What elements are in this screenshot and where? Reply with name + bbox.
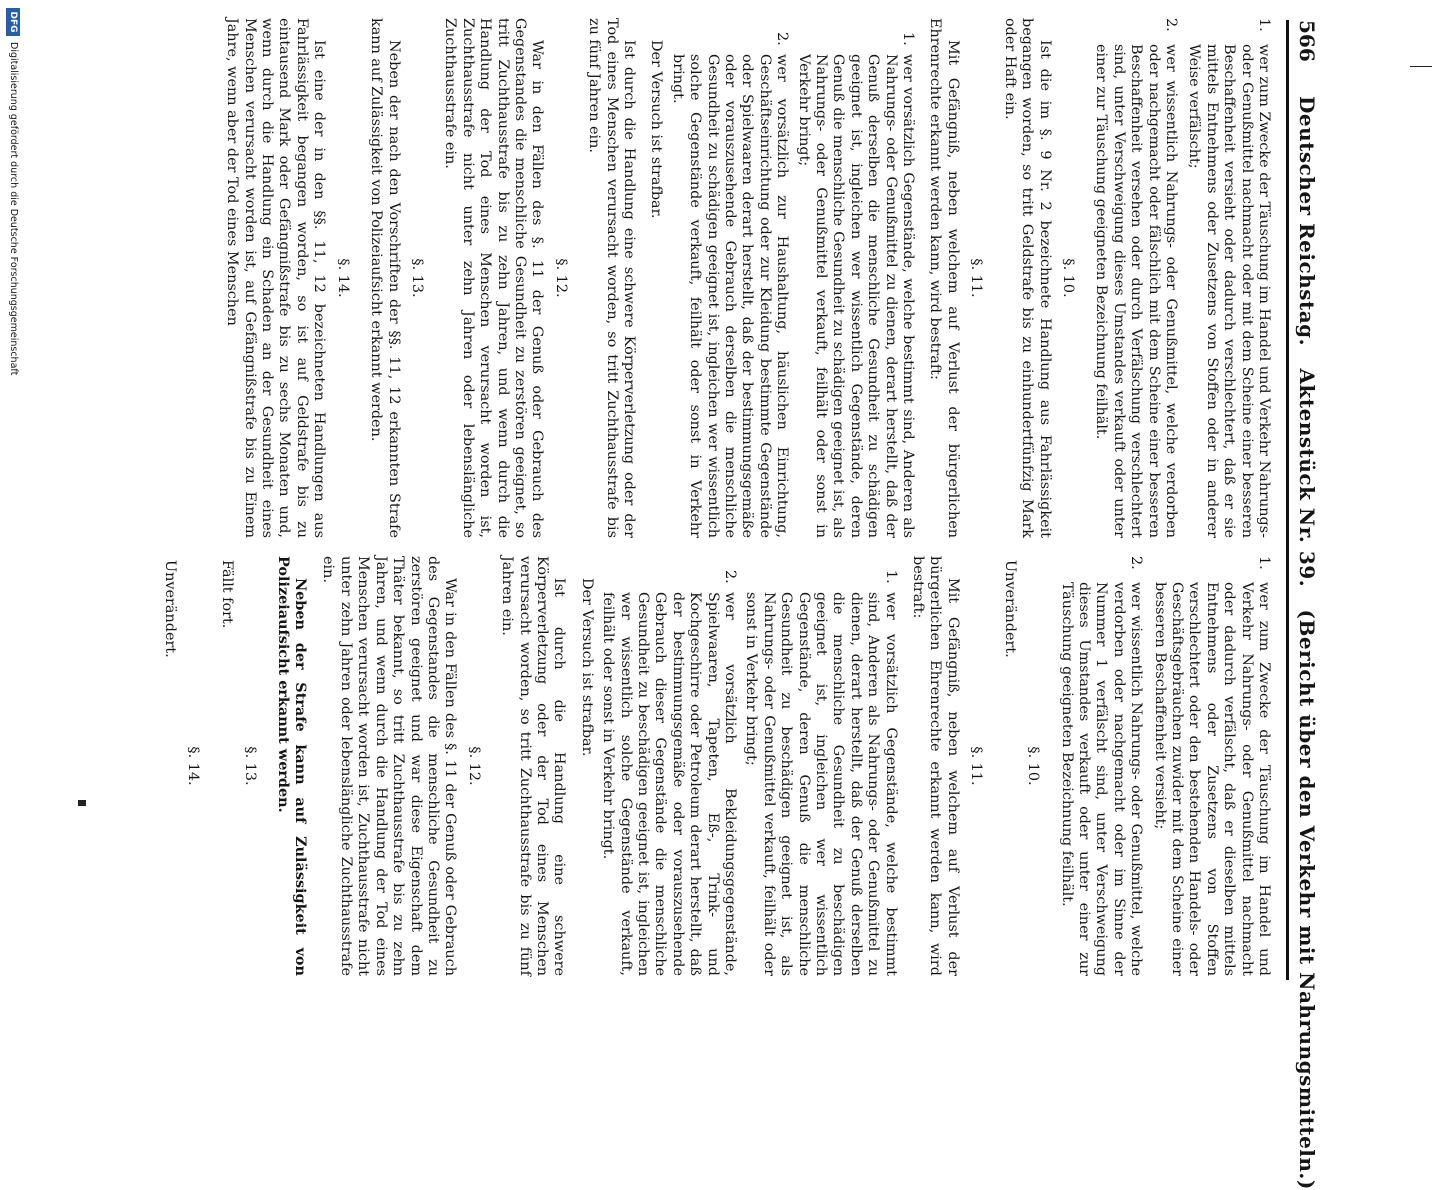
publication-title: Deutscher Reichstag.: [1295, 96, 1319, 347]
vorlage-s14-label: §. 14.: [334, 258, 351, 298]
vorlage-s11-label: §. 11.: [968, 258, 985, 298]
document-prefix: Aktenstück Nr.: [1295, 368, 1319, 544]
kommission-item: 1. wer zum Zwecke der Täuschung im Handel und Verkehr Nahrungs- oder Genußmittel nachmacht oder dadurch verfälscht, daß er dieselben mittels Entnehmens oder Zusetzens von Stoffen verschlechtert oder den bestehenden Handels- oder Geschäftsgebräuchen zuwider mit dem Scheine einer besseren Beschaffenheit versieht;: [1151, 556, 1272, 976]
digitization-footer: [1, 0, 25, 1000]
header-rule: [1286, 20, 1289, 980]
scan-mark: [78, 800, 86, 806]
kommission-s12-text: War in den Fällen des §. 11 der Genuß oder Gebrauch des Gegenstandes die menschliche Gesundheit zu zerstören geeignet und war diese Eigenschaft dem Thäter bekannt, so tritt Zuchthausstrafe bis zu zehn Jahren, und wenn durch die Handlung der Tod eines Menschen verursacht worden ist, Zuchthausstrafe nicht unter zehn Jahren oder lebenslängliche Zuchthausstrafe ein.: [320, 556, 459, 976]
kommission-column: [161, 556, 1272, 976]
vorlage-s14-text: Ist eine der in den §§. 11, 12 bezeichneten Handlungen aus Fahrlässigkeit begangen worden, so ist auf Geldstrafe bis zu eintausend Mark oder Gefängnißstrafe bis zu sechs Monaten und, wenn durch die Handlung ein Schaden an der Gesundheit eines Menschen verursacht worden ist, auf Gefängnißstrafe bis zu Einem Jahre, wenn aber der Tod eines Menschen: [224, 18, 328, 538]
kommission-s11-item: 1. wer vorsätzlich Gegenstände, welche bestimmt sind, Anderen als Nahrungs- oder Genußmittel zu dienen, derart herstellt, daß der Genuß derselben die menschliche Gesundheit zu beschädigen geeignet ist, ingleichen wer wissentlich Gegenstände, deren Genuß die menschliche Gesundheit zu beschädigen geeignet ist, als Nahrungs- oder Genußmittel verkauft, feilhält oder sonst in Verkehr bringt;: [743, 570, 899, 976]
vorlage-s10-text: Ist die im §. 9 Nr. 2 bezeichnete Handlung aus Fahrlässigkeit begangen worden, so tritt Geldstrafe bis zu einhundertfünfzig Mark oder Haft ein.: [1001, 18, 1053, 538]
header-title: [1292, 96, 1322, 1190]
vorlage-s12-text: War in den Fällen des §. 11 der Genuß oder Gebrauch des Gegenstandes die menschliche Gesundheit zu zerstören geeignet, so tritt Zuchthausstrafe bis zu zehn Jahren, und wenn durch die Handlung der Tod eines Menschen verursacht worden ist, Zuchthausstrafe nicht unter zehn Jahren oder lebenslängliche Zuchthausstrafe ein.: [442, 18, 546, 538]
vorlage-s11-item: 1. wer vorsätzlich Gegenstände, welche bestimmt sind, Anderen als Nahrungs- oder Genußmittel zu dienen, derart herstellt, daß der Genuß derselben die menschliche Gesundheit zu schädigen geeignet ist, ingleichen wer wissentlich Gegenstände, deren Genuß die menschliche Gesundheit zu schädigen geeignet ist, als Nahrungs- oder Genußmittel verkauft, feilhält oder sonst in Verkehr bringt;: [795, 32, 917, 538]
kommission-s11-label: §. 11.: [968, 746, 985, 786]
kommission-s11-attempt: Der Versuch ist strafbar.: [578, 578, 595, 757]
kommission-s12-label: §. 12.: [465, 746, 482, 786]
kommission-s13-text: Fällt fort.: [218, 560, 235, 629]
vorlage-column: [213, 18, 1272, 538]
vorlage-s11-attempt: Der Versuch ist strafbar.: [648, 40, 665, 219]
vorlage-s13-label: §. 13.: [408, 258, 425, 298]
vorlage-item: 1. wer zum Zwecke der Täuschung im Handel und Verkehr Nahrungs- oder Genußmittel nachmacht oder mit dem Scheine einer besseren Beschaffenheit versieht oder dadurch verschlechtert, daß er sie mittels Entnehmens oder Zusetzens von Stoffen oder in anderer Weise verfälscht;: [1186, 18, 1272, 538]
page-number: 566: [1295, 20, 1319, 62]
kommission-item: 2. wer wissentlich Nahrungs- oder Genußmittel, welche verdorben oder nachgemacht oder im Sinne der Nummer 1 verfälscht sind, unter Verschweigung dieses Umstandes verkauft oder unter einer zur Täuschung geeigneten Bezeichnung feilhält.: [1058, 556, 1145, 976]
vorlage-s10-label: §. 10.: [1059, 258, 1076, 298]
kommission-s13-label: §. 13.: [242, 746, 259, 786]
document-number: 39.: [1295, 550, 1319, 588]
vorlage-item: 2. wer wissentlich Nahrungs- oder Genußmittel, welche verdorben oder nachgemacht oder fälschlich mit dem Scheine einer besseren Beschaffenheit versehen oder durch Verfälschung verschlechtert sind, unter Verschweigung dieses Umstandes verkauft oder unter einer zur Täuschung geeigneten Bezeichnung feilhält.: [1093, 18, 1179, 538]
footer-text: Digitalisierung gefördert durch die Deutsche Forschungsgemeinschaft: [8, 42, 19, 376]
kommission-s12-extra: Neben der Strafe kann auf Zulässigkeit von Polizeiaufsicht erkannt werden.: [274, 556, 310, 976]
kommission-s10-label: §. 10.: [1025, 746, 1042, 786]
report-title: (Bericht über den Verkehr mit Nahrungsmitteln.): [1295, 609, 1319, 1190]
dfg-logo: DFG: [6, 8, 20, 36]
kommission-s14-text: Unverändert.: [162, 560, 179, 658]
kommission-s10-text: Unverändert.: [1001, 560, 1018, 658]
page-header: [1288, 20, 1322, 1190]
vorlage-s11-item: 2. wer vorsätzlich zur Haushaltung, häuslichen Einrichtung, Geschäftseinrichtung oder zur Kleidung bestimmte Gegenstände oder Spielwaaren derart herstellt, daß der bestimmungsgemäße oder vorauszusehende Gebrauch derselben die menschliche Gesundheit zu schädigen geeignet ist, ingleichen wer wissentlich solche Gegenstände verkauft, feilhält oder sonst in Verkehr bringt.: [669, 32, 791, 538]
vorlage-s11-death: Ist durch die Handlung eine schwere Körperverletzung oder der Tod eines Menschen verursacht worden, so tritt Zuchthausstrafe bis zu fünf Jahren ein.: [586, 18, 637, 538]
kommission-s11-intro: Mit Gefängniß, neben welchem auf Verlust der bürgerlichen Ehrenrechte erkannt werden kann, wird bestraft:: [910, 556, 961, 976]
vorlage-s13-text: Neben der nach den Vorschriften der §§. 11, 12 erkannten Strafe kann auf Zulässigkeit von Polizeiaufsicht erkannt werden.: [368, 18, 402, 538]
margin-tick: [1410, 66, 1432, 67]
kommission-s11-death: Ist durch die Handlung eine schwere Körperverletzung oder der Tod eines Menschen verursacht worden, so tritt Zuchthausstrafe bis zu fünf Jahren ein.: [499, 556, 568, 976]
vorlage-s11-intro: Mit Gefängniß, neben welchem auf Verlust der bürgerlichen Ehrenrechte erkannt werden kann, wird bestraft:: [927, 18, 961, 538]
kommission-s14-label: §. 14.: [185, 746, 202, 786]
kommission-s11-item: 2. wer vorsätzlich Bekleidungsgegenstände, Spielwaaren, Tapeten, Eß-, Trink- und Kochgeschirre oder Petroleum derart herstellt, daß der bestimmungsgemäße oder vorauszusehende Gebrauch dieser Gegenstände die menschliche Gesundheit zu beschädigen geeignet ist, ingleichen wer wissentlich solche Gegenstände verkauft, feilhält oder sonst in Verkehr bringt.: [600, 570, 739, 976]
vorlage-s12-label: §. 12.: [552, 258, 569, 298]
